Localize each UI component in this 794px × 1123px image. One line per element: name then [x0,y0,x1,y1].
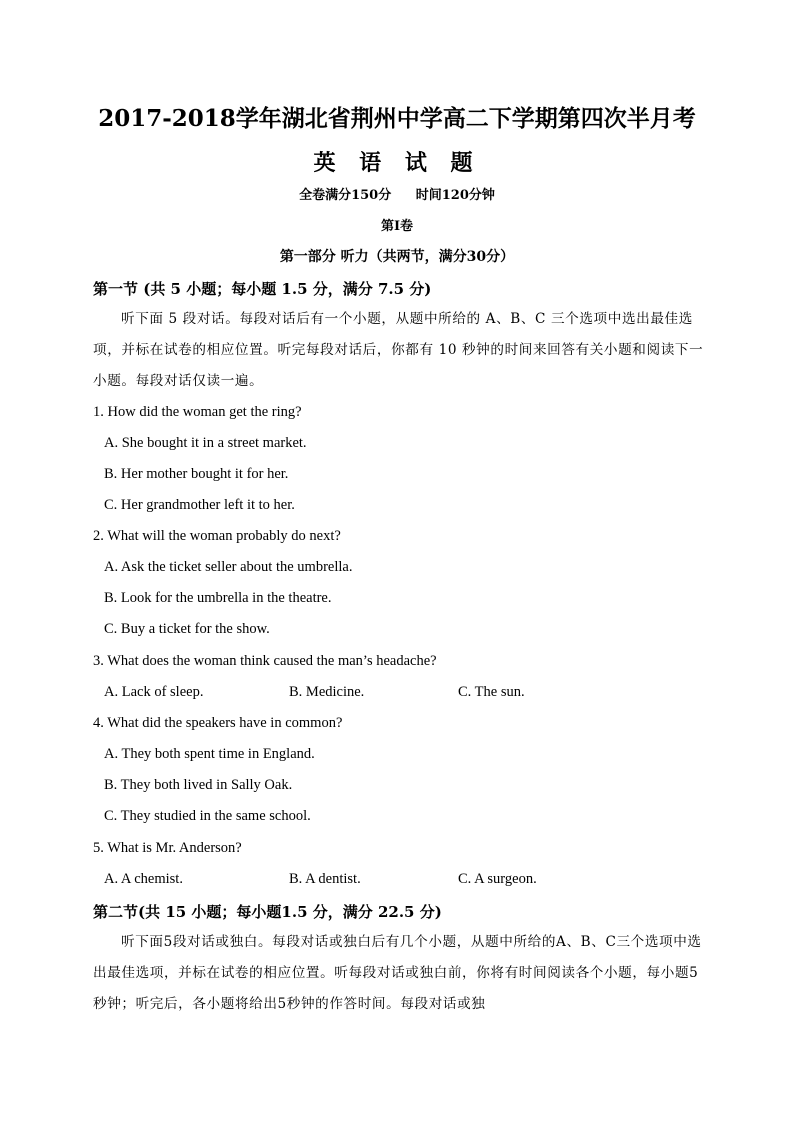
full-score: 全卷满分150分 [299,188,392,203]
question-1-option-a: A. She bought it in a street market. [104,435,307,451]
exam-subject: 英 语 试 题 [313,150,481,176]
exam-meta [0,184,794,203]
question-5-option-a: A. A chemist. [104,871,183,887]
question-2-option-b: B. Look for the umbrella in the theatre. [104,590,332,606]
time-limit: 时间120分钟 [415,188,495,203]
question-4-option-c: C. They studied in the same school. [104,808,311,824]
question-4-option-a: A. They both spent time in England. [104,746,315,762]
question-2-stem: 2. What will the woman probably do next? [93,528,341,544]
question-5-option-b: B. A dentist. [289,871,361,887]
question-3-option-a: A. Lack of sleep. [104,684,204,700]
question-5-options [104,871,704,891]
question-5-option-c: C. A surgeon. [458,871,537,887]
question-3-stem: 3. What does the woman think caused the man’s headache? [93,653,437,669]
question-3-options [104,684,704,704]
question-1-option-c: C. Her grandmother left it to her. [104,497,295,513]
section2-heading: 第二节(共 15 小题；每小题1.5 分，满分 22.5 分) [93,903,442,921]
question-3-option-c: C. The sun. [458,684,525,700]
section1-instructions: 听下面 5 段对话。每段对话后有一个小题，从题中所给的 A、B、C 三个选项中选出最佳选项，并标在试卷的相应位置。听完每段对话后，你都有 10 秒钟的时间来回答有关小题和阅读下一小题。每段对话仅读一遍。 [93,311,704,389]
volume-label: 第Ⅰ卷 [380,219,414,234]
question-3-option-b: B. Medicine. [289,684,365,700]
question-2-option-c: C. Buy a ticket for the show. [104,621,270,637]
section2-instructions: 听下面5段对话或独白。每段对话或独白后有几个小题，从题中所给的A、B、C三个选项中选出最佳选项，并标在试卷的相应位置。听每段对话或独白前，你将有时间阅读各个小题，每小题5秒钟；听完后，各小题将给出5秒钟的作答时间。每段对话或独 [93,934,702,1012]
part-heading: 第一部分 听力（共两节，满分30分） [279,249,515,265]
question-5-stem: 5. What is Mr. Anderson? [93,840,242,856]
section1-heading: 第一节 (共 5 小题；每小题 1.5 分，满分 7.5 分) [93,280,432,298]
question-2-option-a: A. Ask the ticket seller about the umbrella. [104,559,353,575]
question-4-stem: 4. What did the speakers have in common? [93,715,343,731]
exam-title: 2017-2018学年湖北省荆州中学高二下学期第四次半月考 [98,105,696,132]
question-1-option-b: B. Her mother bought it for her. [104,466,289,482]
question-1-stem: 1. How did the woman get the ring? [93,404,302,420]
question-4-option-b: B. They both lived in Sally Oak. [104,777,293,793]
